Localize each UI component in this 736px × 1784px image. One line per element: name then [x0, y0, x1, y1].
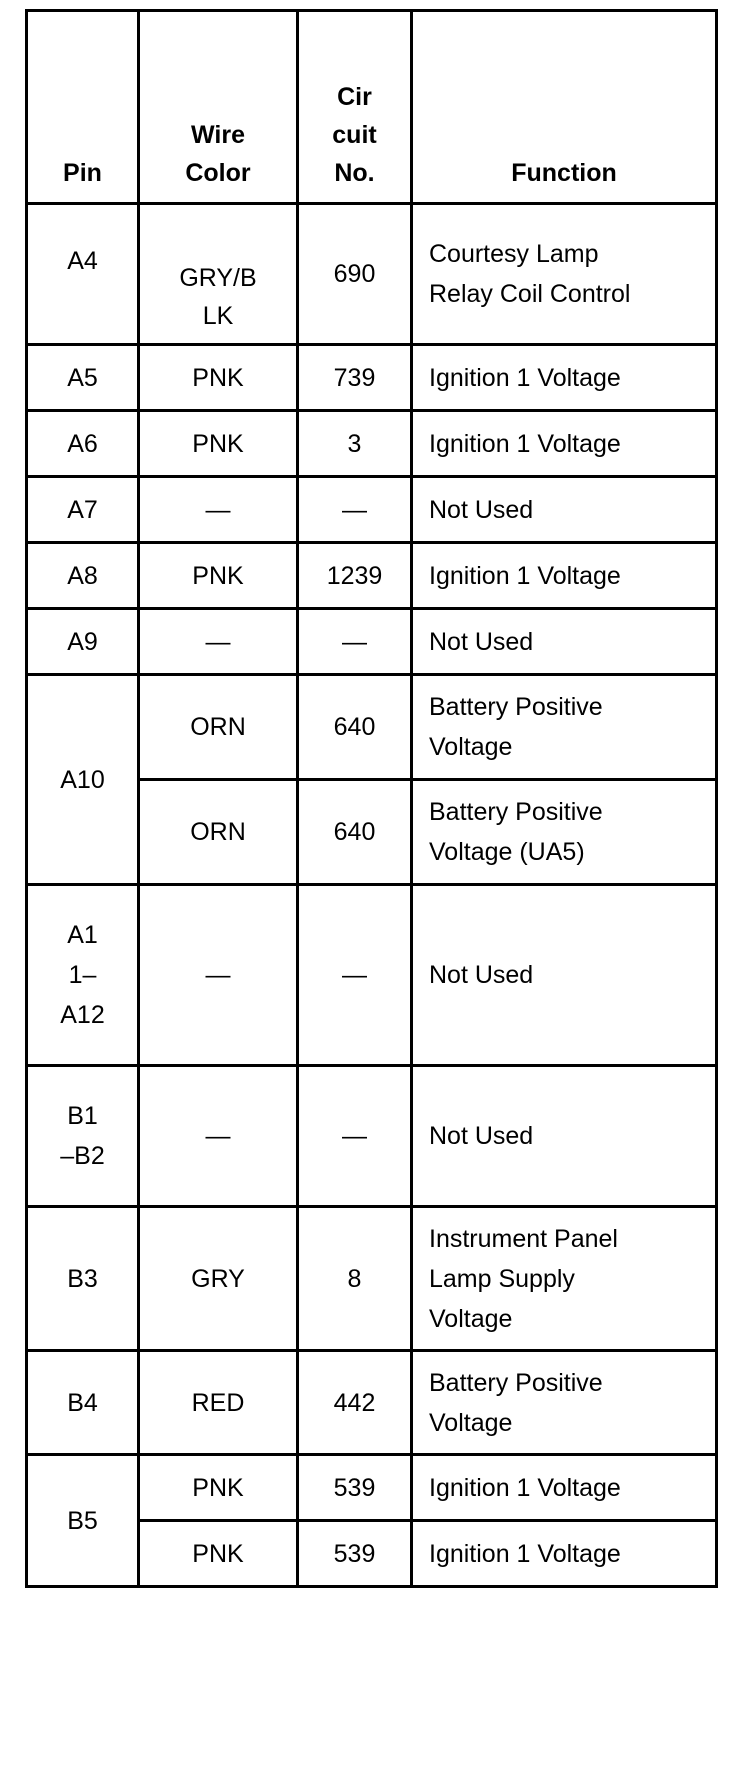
- function-cell: Not Used: [412, 609, 717, 675]
- wire-color-cell: PNK: [139, 345, 298, 411]
- function-cell: Ignition 1 Voltage: [412, 543, 717, 609]
- function-cell: Battery Positive Voltage: [412, 1351, 717, 1455]
- wire-color-cell: ORN: [139, 780, 298, 885]
- function-cell: Courtesy Lamp Relay Coil Control: [412, 204, 717, 345]
- pin-cell: A10: [27, 675, 139, 885]
- header-function: Function: [412, 11, 717, 204]
- table-row: [27, 204, 717, 345]
- wire-color-cell: PNK: [139, 411, 298, 477]
- function-cell: Not Used: [412, 1066, 717, 1207]
- circuit-cell: —: [298, 609, 412, 675]
- pin-cell: A9: [27, 609, 139, 675]
- table-row: [27, 609, 717, 675]
- table-row: [27, 477, 717, 543]
- table-row: [27, 675, 717, 780]
- function-cell: Not Used: [412, 477, 717, 543]
- circuit-cell: 640: [298, 780, 412, 885]
- function-cell: Not Used: [412, 885, 717, 1066]
- pin-cell: A4: [27, 204, 139, 345]
- table-row: [27, 1351, 717, 1455]
- circuit-cell: 8: [298, 1207, 412, 1351]
- pin-cell: A6: [27, 411, 139, 477]
- circuit-cell: 690: [298, 204, 412, 345]
- wire-color-cell: —: [139, 885, 298, 1066]
- pin-cell: B1 –B2: [27, 1066, 139, 1207]
- table-row: [27, 543, 717, 609]
- header-row: [27, 11, 717, 204]
- header-wire-color: Wire Color: [139, 11, 298, 204]
- circuit-cell: 1239: [298, 543, 412, 609]
- circuit-cell: —: [298, 885, 412, 1066]
- table-row: [27, 411, 717, 477]
- table-row: [27, 1207, 717, 1351]
- pin-cell: A8: [27, 543, 139, 609]
- circuit-cell: 739: [298, 345, 412, 411]
- table-row: [27, 885, 717, 1066]
- function-cell: Ignition 1 Voltage: [412, 411, 717, 477]
- wire-color-cell: PNK: [139, 1455, 298, 1521]
- table-row: [27, 1455, 717, 1521]
- wire-color-cell: GRY/B LK: [139, 204, 298, 345]
- function-cell: Instrument Panel Lamp Supply Voltage: [412, 1207, 717, 1351]
- pin-cell: B4: [27, 1351, 139, 1455]
- wire-color-cell: —: [139, 477, 298, 543]
- connector-pinout-table: [25, 9, 718, 1588]
- pin-cell: A5: [27, 345, 139, 411]
- function-cell: Ignition 1 Voltage: [412, 345, 717, 411]
- function-cell: Battery Positive Voltage (UA5): [412, 780, 717, 885]
- wire-color-cell: —: [139, 609, 298, 675]
- wire-color-cell: —: [139, 1066, 298, 1207]
- wire-color-cell: PNK: [139, 543, 298, 609]
- table-row: [27, 345, 717, 411]
- header-pin: Pin: [27, 11, 139, 204]
- wire-color-cell: ORN: [139, 675, 298, 780]
- pin-cell: A1 1– A12: [27, 885, 139, 1066]
- circuit-cell: 640: [298, 675, 412, 780]
- function-cell: Ignition 1 Voltage: [412, 1521, 717, 1587]
- wire-color-cell: GRY: [139, 1207, 298, 1351]
- circuit-cell: 539: [298, 1521, 412, 1587]
- circuit-cell: 3: [298, 411, 412, 477]
- pin-cell: A7: [27, 477, 139, 543]
- function-cell: Battery Positive Voltage: [412, 675, 717, 780]
- connector-pinout-table-container: [25, 9, 718, 1588]
- function-cell: Ignition 1 Voltage: [412, 1455, 717, 1521]
- wire-color-cell: RED: [139, 1351, 298, 1455]
- pin-cell: B5: [27, 1455, 139, 1587]
- circuit-cell: 539: [298, 1455, 412, 1521]
- wire-color-cell: PNK: [139, 1521, 298, 1587]
- circuit-cell: —: [298, 1066, 412, 1207]
- circuit-cell: —: [298, 477, 412, 543]
- header-circuit-no: Cir cuit No.: [298, 11, 412, 204]
- circuit-cell: 442: [298, 1351, 412, 1455]
- pin-cell: B3: [27, 1207, 139, 1351]
- table-row: [27, 1066, 717, 1207]
